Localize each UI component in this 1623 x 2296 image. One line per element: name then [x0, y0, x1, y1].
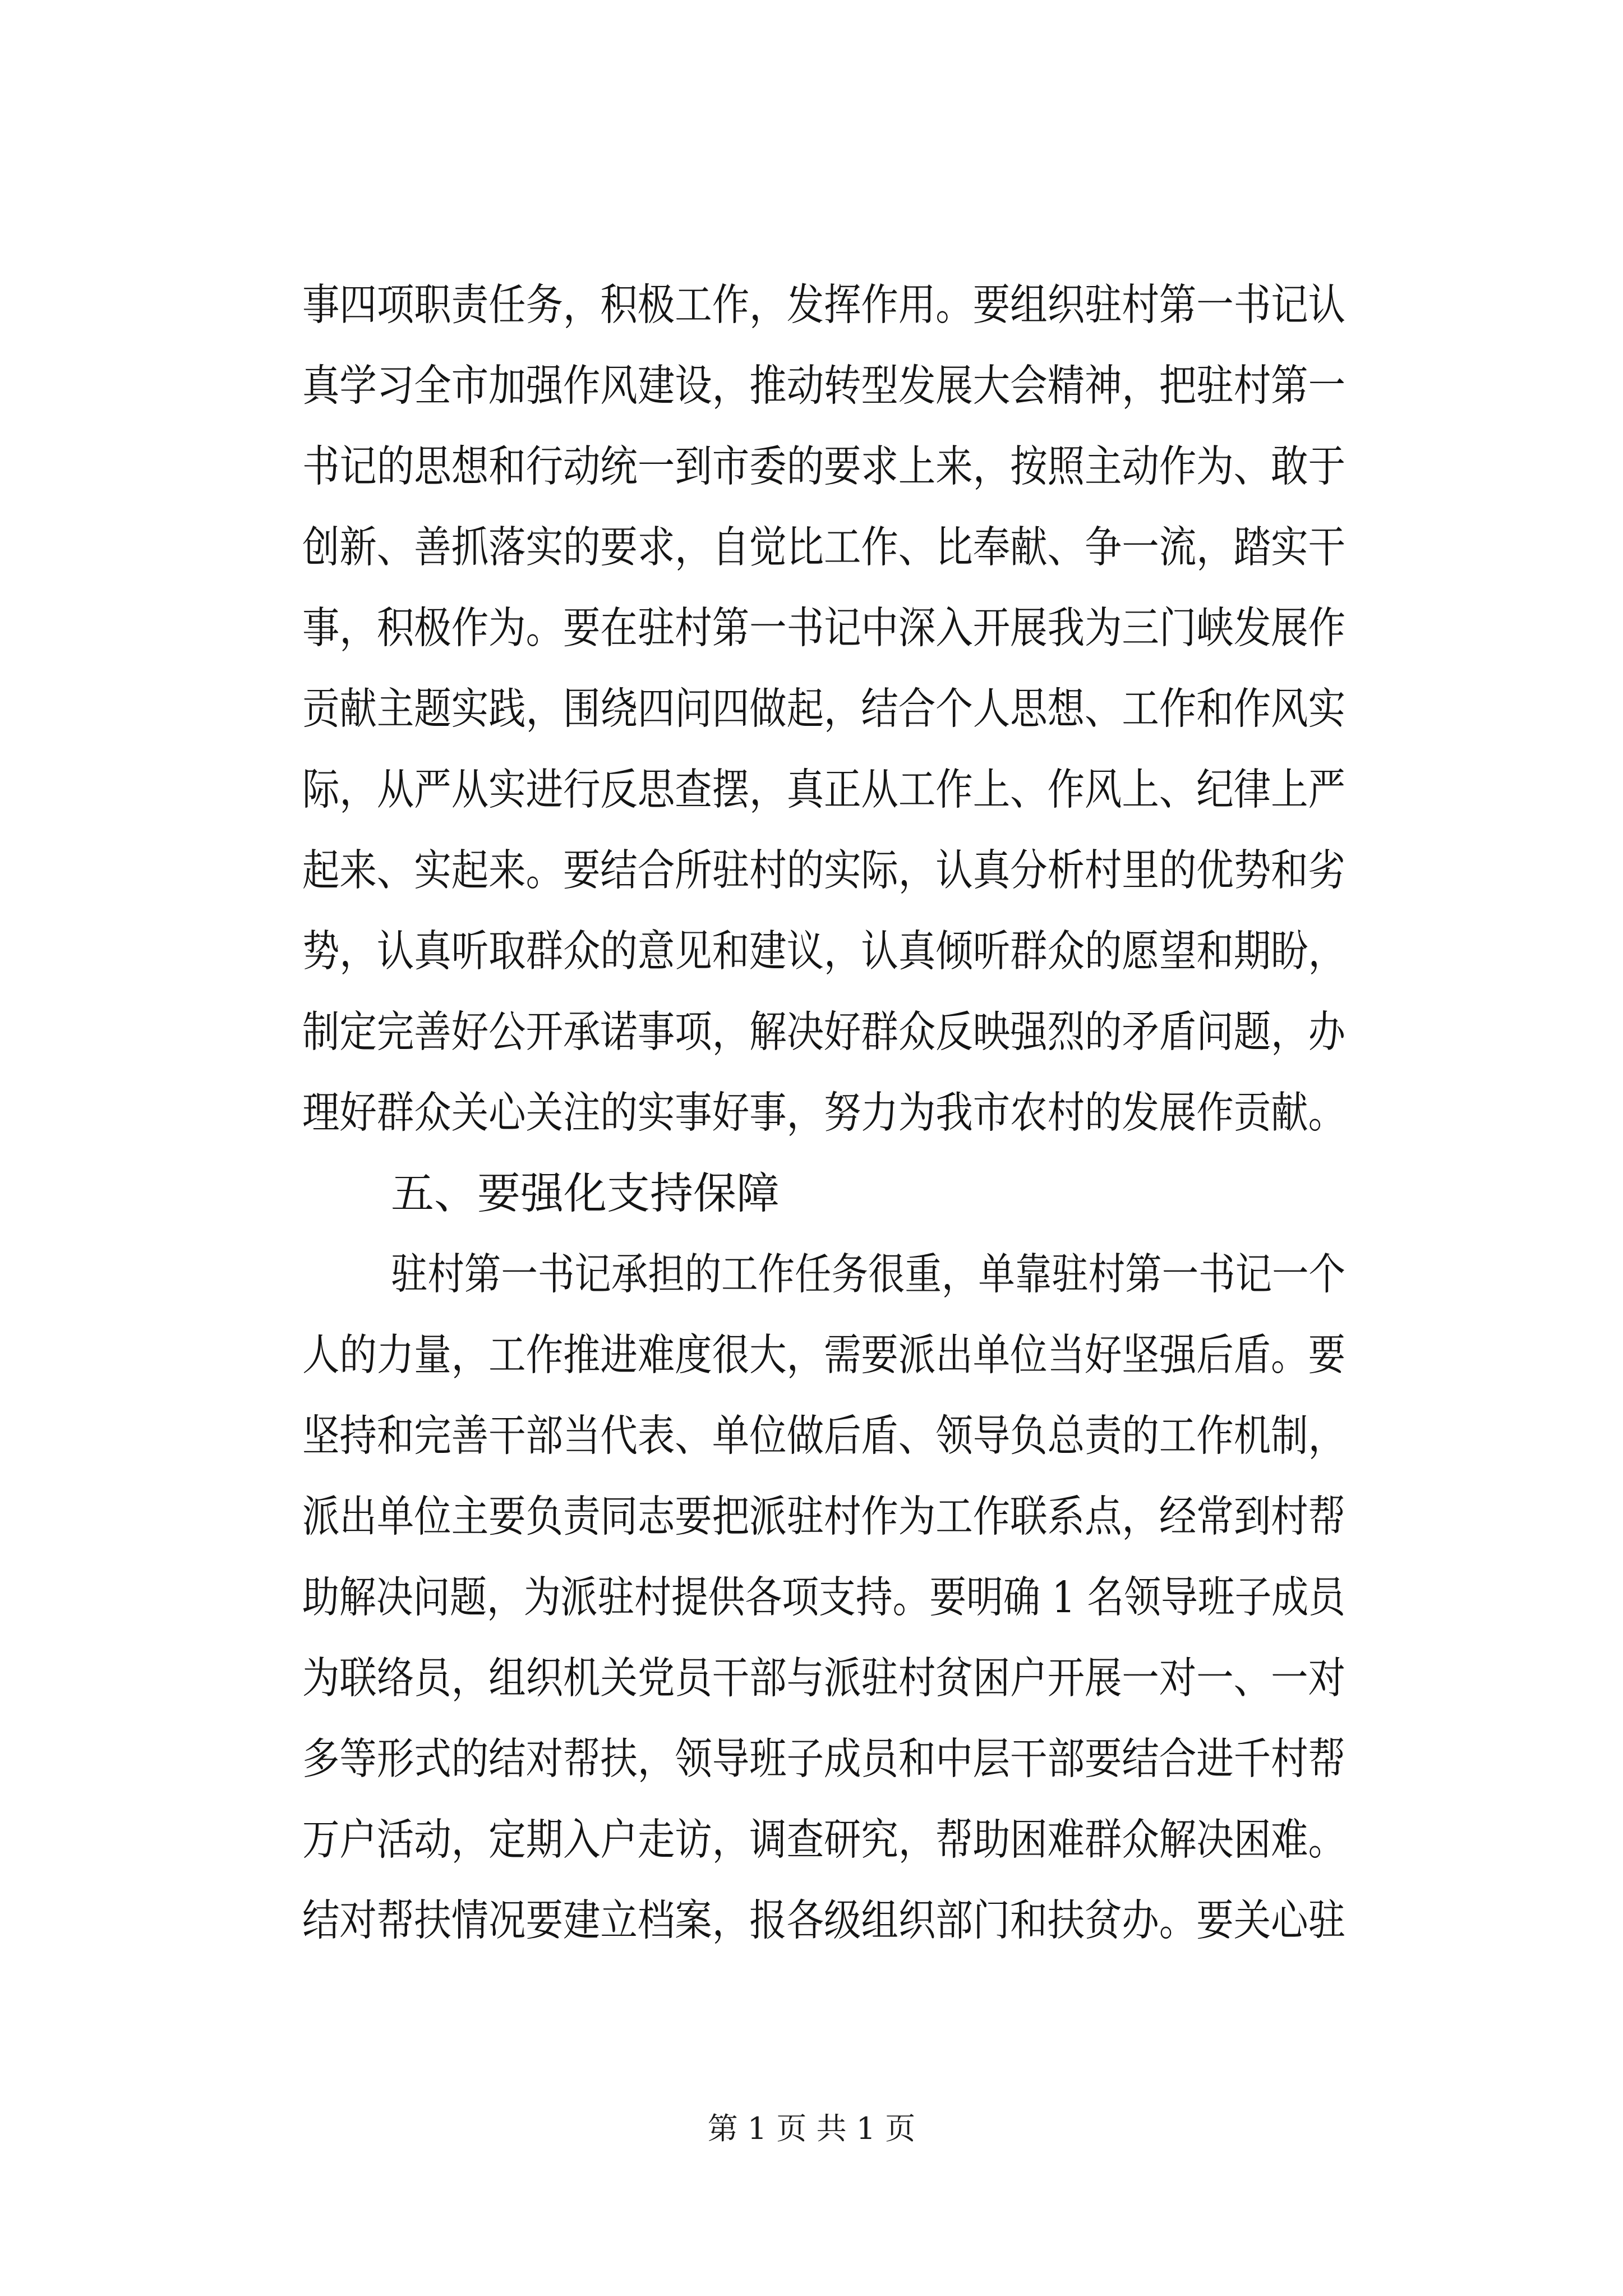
text-line: 理好群众关心关注的实事好事，努力为我市农村的发展作贡献。 [302, 1088, 1345, 1138]
section-heading: 五、要强化支持保障 [391, 1169, 780, 1219]
text-line: 事，积极作为。要在驻村第一书记中深入开展我为三门峡发展作 [302, 604, 1345, 654]
text-line: 真学习全市加强作风建设，推动转型发展大会精神，把驻村第一 [302, 361, 1345, 411]
text-line: 事四项职责任务，积极工作，发挥作用。要组织驻村第一书记认 [302, 280, 1345, 330]
text-line: 贡献主题实践，围绕四问四做起，结合个人思想、工作和作风实 [302, 684, 1345, 734]
text-line: 多等形式的结对帮扶，领导班子成员和中层干部要结合进千村帮 [302, 1734, 1345, 1784]
text-line: 书记的思想和行动统一到市委的要求上来，按照主动作为、敢于 [302, 442, 1345, 492]
text-line: 结对帮扶情况要建立档案，报各级组织部门和扶贫办。要关心驻 [302, 1896, 1345, 1946]
text-line: 助解决问题，为派驻村提供各项支持。要明确 1 名领导班子成员 [302, 1573, 1345, 1623]
paragraph-first-line: 驻村第一书记承担的工作任务很重，单靠驻村第一书记一个 [391, 1250, 1345, 1300]
text-line: 创新、善抓落实的要求，自觉比工作、比奉献、争一流，踏实干 [302, 523, 1345, 573]
text-line: 人的力量，工作推进难度很大，需要派出单位当好坚强后盾。要 [302, 1331, 1345, 1381]
text-line: 万户活动，定期入户走访，调查研究，帮助困难群众解决困难。 [302, 1815, 1345, 1865]
text-line: 为联络员，组织机关党员干部与派驻村贫困户开展一对一、一对 [302, 1654, 1345, 1704]
text-line: 起来、实起来。要结合所驻村的实际，认真分析村里的优势和劣 [302, 846, 1345, 896]
text-line: 坚持和完善干部当代表、单位做后盾、领导负总责的工作机制， [302, 1411, 1345, 1461]
text-line: 势，认真听取群众的意见和建议，认真倾听群众的愿望和期盼， [302, 927, 1345, 977]
page-number-footer: 第 1 页 共 1 页 [707, 2111, 916, 2146]
text-line: 制定完善好公开承诺事项，解决好群众反映强烈的矛盾问题，办 [302, 1007, 1345, 1057]
text-line: 派出单位主要负责同志要把派驻村作为工作联系点，经常到村帮 [302, 1492, 1345, 1542]
text-line: 际，从严从实进行反思查摆，真正从工作上、作风上、纪律上严 [302, 765, 1345, 815]
